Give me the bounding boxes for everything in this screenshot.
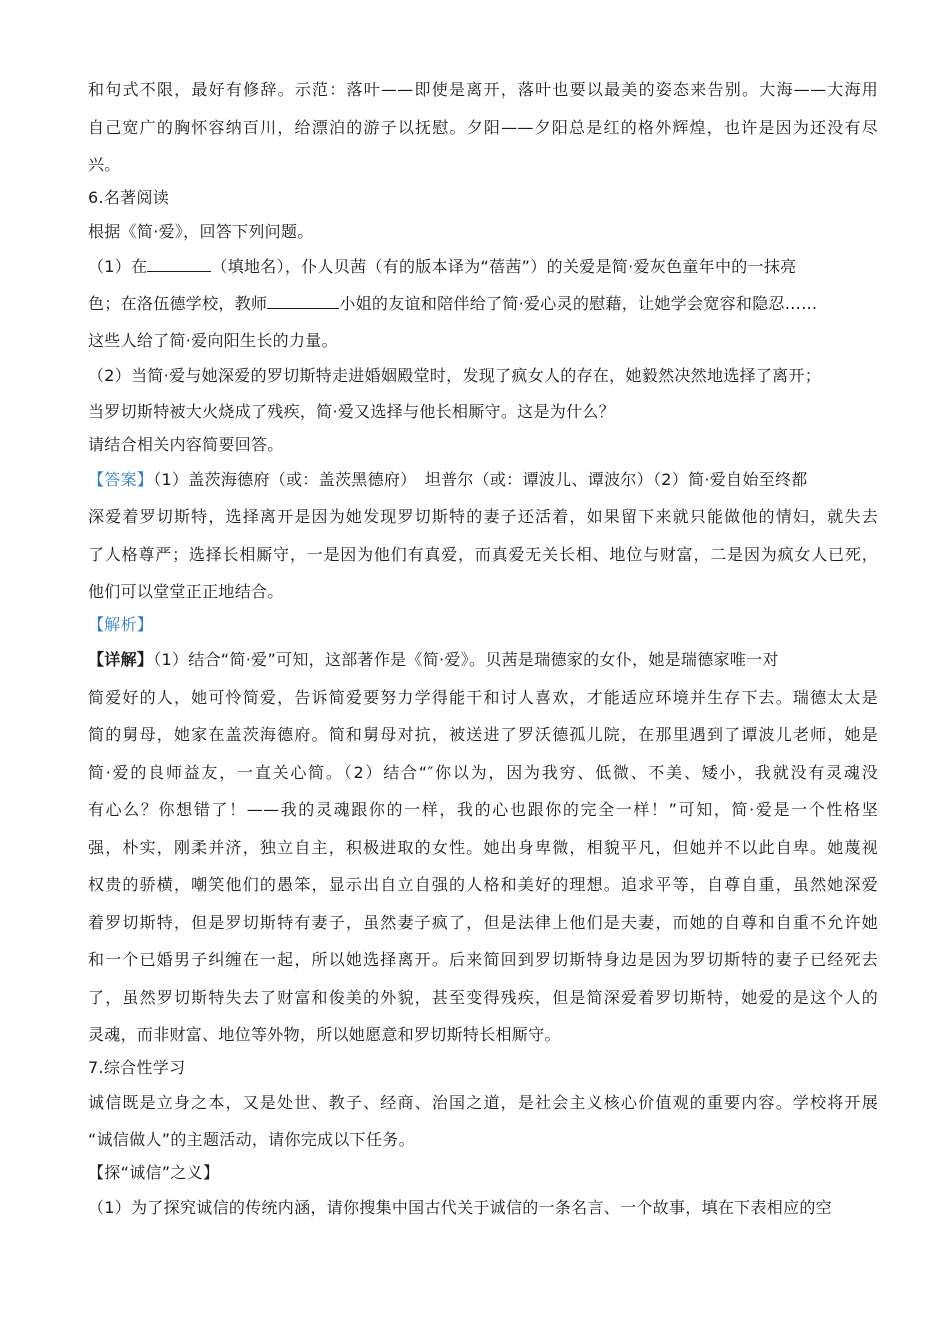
text-line: 这些人给了简·爱向阳生长的力量。: [88, 331, 338, 350]
detail-line: [88, 650, 878, 670]
analysis-tag: 【解析】: [88, 615, 154, 634]
text-line: 了，虽然罗切斯特失去了财富和俊美的外貌，甚至变得残疾，但是简深爱着罗切斯特，她爱的是这个人的: [88, 988, 878, 1007]
text-line: （2）当简·爱与她深爱的罗切斯特走进婚姻殿堂时，发现了疯女人的存在，她毅然决然地选择了离开；: [88, 366, 822, 385]
text-line: 他们可以堂堂正正地结合。: [88, 582, 284, 601]
text-line: 了人格尊严；选择长相厮守，一是因为他们有真爱，而真爱无关长相、地位与财富，二是因为疯女人已死，: [88, 545, 878, 564]
text-segment: （1）盖茨海德府（或：盖茨黑德府） 坦普尔（或：谭波儿、谭波尔）（2）简·爱自始至终都: [153, 470, 808, 489]
text-line: 简·爱的良师益友，一直关心简。（2）结合“″你以为，因为我穷、低微、不美、矮小，我就没有灵魂没: [88, 763, 878, 782]
text-line: 有心么？你想错了！——我的灵魂跟你的一样，我的心也跟你的完全一样！”可知，简·爱是一个性格坚: [88, 800, 878, 819]
answer-blank: [147, 257, 211, 272]
text-segment: （填地名），仆人贝茜（有的版本译为“蓓茜”）的关爱是简·爱灰色童年中的一抹亮: [211, 257, 797, 276]
text-line: 强，朴实，刚柔并济，独立自主，积极进取的女性。她出身卑微，相貌平凡，但她并不以此自卑。她蔑视: [88, 838, 878, 857]
text-line: 根据《简·爱》，回答下列问题。: [88, 222, 314, 241]
text-line: 请结合相关内容简要回答。: [88, 435, 284, 454]
question-6-heading: 6.名著阅读: [88, 188, 170, 207]
text-segment: 小姐的友谊和陪伴给了简·爱心灵的慰藉，让她学会宽容和隐忍……: [339, 294, 818, 313]
answer-tag: 【答案】: [88, 470, 154, 489]
text-segment: 色；在洛伍德学校，教师: [88, 294, 268, 313]
text-line: “诚信做人”的主题活动，请你完成以下任务。: [88, 1130, 415, 1149]
text-line: 兴。: [88, 155, 121, 174]
text-line: 深爱着罗切斯特，选择离开是因为她发现罗切斯特的妻子还活着，如果留下来就只能做他的情妇，就失去: [88, 507, 878, 526]
text-line: 自己宽广的胸怀容纳百川，给漂泊的游子以抚慰。夕阳——夕阳总是红的格外辉煌，也许是因为还没有尽: [88, 118, 878, 137]
text-line: 简的舅母，她家在盖茨海德府。简和舅母对抗，被送进了罗沃德孤儿院，在那里遇到了谭波儿老师，她是: [88, 725, 878, 744]
question-7-heading: 7.综合性学习: [88, 1058, 186, 1077]
text-line: 诚信既是立身之本，又是处世、教子、经商、治国之道，是社会主义核心价值观的重要内容。学校将开展: [88, 1093, 878, 1112]
text-line: 当罗切斯特被大火烧成了残疾，简·爱又选择与他长相厮守。这是为什么？: [88, 402, 615, 421]
text-line: 权贵的骄横，嘲笑他们的愚笨，显示出自立自强的人格和美好的理想。追求平等，自尊自重，虽然她深爱: [88, 875, 878, 894]
question-line: [88, 294, 878, 314]
text-segment: （1）结合“简·爱”可知，这部著作是《简·爱》。贝茜是瑞德家的女仆，她是瑞德家唯一对: [153, 650, 779, 669]
answer-line: [88, 470, 878, 490]
detail-tag: 【详解】: [88, 650, 154, 669]
text-line: 简爱好的人，她可怜简爱，告诉简爱要努力学得能干和讨人喜欢，才能适应环境并生存下去。瑞德太太是: [88, 688, 878, 707]
text-line: 灵魂，而非财富、地位等外物，所以她愿意和罗切斯特长相厮守。: [88, 1025, 561, 1044]
text-line: 和句式不限，最好有修辞。示范：落叶——即使是离开，落叶也要以最美的姿态来告别。大海——大海用: [88, 80, 878, 99]
text-line: 和一个已婚男子纠缠在一起，所以她选择离开。后来简回到罗切斯特身边是因为罗切斯特的妻子已经死去: [88, 950, 878, 969]
text-line: 着罗切斯特，但是罗切斯特有妻子，虽然妻子疯了，但是法律上他们是夫妻，而她的自尊和自重不允许她: [88, 913, 878, 932]
answer-blank: [267, 294, 339, 309]
question-line: [88, 257, 878, 277]
text-line: （1）为了探究诚信的传统内涵，请你搜集中国古代关于诚信的一条名言、一个故事，填在下表相应的空: [88, 1198, 832, 1217]
text-segment: （1）在: [88, 257, 148, 276]
section-heading: 【探“诚信”之义】: [88, 1163, 220, 1182]
